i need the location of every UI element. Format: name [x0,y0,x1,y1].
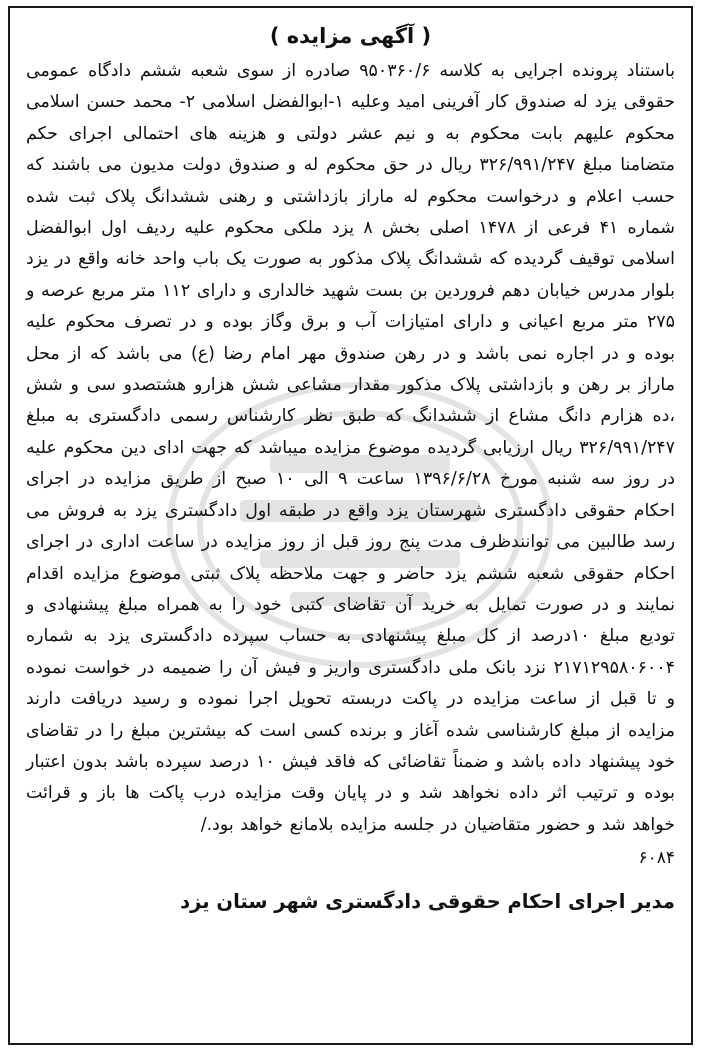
notice-title: ( آگهی مزایده ) [269,24,432,48]
notice-code: ۶۰۸۴ [638,848,675,869]
notice-signature: مدیر اجرای احکام حقوقی دادگستری شهر ستان یزد [180,890,675,914]
auction-notice [8,6,693,1045]
notice-body: باستناد پرونده اجرایی به کلاسه ۹۵۰۳۶۰/۶ صادره از سوی شعبه ششم دادگاه عمومی حقوقی یزد له صندوق کار آفرینی امید وعلیه ۱-ابوالفضل اسلامی ۲- محمد حسن اسلامی محکوم علیهم بابت محکوم به و نیم عشر دولتی و هزینه های احتمالی اجرای حکم متضامنا مبلغ ۳۲۶/۹۹۱/۲۴۷ ریال در حق محکوم له و صندوق دولت مدیون می باشند که حسب اعلام و درخواست محکوم له ماراز بازداشتی و رهنی ششدانگ پلاک ثبت شده شماره ۴۱ فرعی از ۱۴۷۸ اصلی بخش ۸ یزد ملکی محکوم علیه ردیف اول ابوالفضل اسلامی توقیف گردیده که ششدانگ پلاک مذکور به صورت یک باب واحد خانه واقع در یزد بلوار مدرس خیابان دهم فروردین بن بست شهید خالداری و دارای ۱۱۲ متر مربع عرصه و ۲۷۵ متر مربع اعیانی و دارای امتیازات آب و برق وگاز بوده و در تصرف محکوم علیه بوده و در اجاره نمی باشد و در رهن صندوق مهر امام رضا (ع) می باشد که از محل ماراز بر رهن و بازداشتی پلاک مذکور مقدار مشاعی شش هزارو هشتصدو سی و شش ،ده هزارم دانگ مشاع از ششدانگ که طبق نظر کارشناس رسمی دادگستری به مبلغ ۳۲۶/۹۹۱/۲۴۷ ریال ارزیابی گردیده موضوع مزایده میباشد که جهت ادای دین محکوم علیه در روز سه شنبه مورخ ۱۳۹۶/۶/۲۸ ساعت ۹ الی ۱۰ صبح از طریق مزایده در اجرای احکام حقوقی دادگستری شهرستان یزد واقع در طبقه اول دادگستری یزد به فروش می رسد طالبین می توانندظرف مدت پنج روز قبل از روز مزایده در ساعت اداری در اجرای احکام حقوقی شعبه ششم یزد حاضر و جهت ملاحظه پلاک ثبتی موضوع مزایده اقدام نمایند و در صورت تمایل به خرید آن تقاضای کتبی خود را به همراه مبلغ پیشنهادی و تودیع مبلغ ۱۰درصد از کل مبلغ پیشنهادی به حساب سپرده دادگستری یزد به شماره ۲۱۷۱۲۹۵۸۰۶۰۰۴ نزد بانک ملی دادگستری واریز و فیش آن را ضمیمه در خواست نموده و تا قبل از ساعت مزایده در پاکت دربسته تحویل اجرا نموده و رسید دریافت دارند مزایده از مبلغ کارشناسی شده آغاز و برنده کسی است که بیشترین مبلغ را در تقاضای خود پیشنهاد داده باشد و ضمناً تقاضائی که فاقد فیش ۱۰ درصد سپرده باشد بدون اعتبار بوده و ترتیب اثر داده نخواهد شد و در پایان وقت مزایده درب پاکت ها باز و قرائت خواهد شد و حضور متقاضیان در جلسه مزایده بلامانع خواهد بود./ [26,61,676,835]
